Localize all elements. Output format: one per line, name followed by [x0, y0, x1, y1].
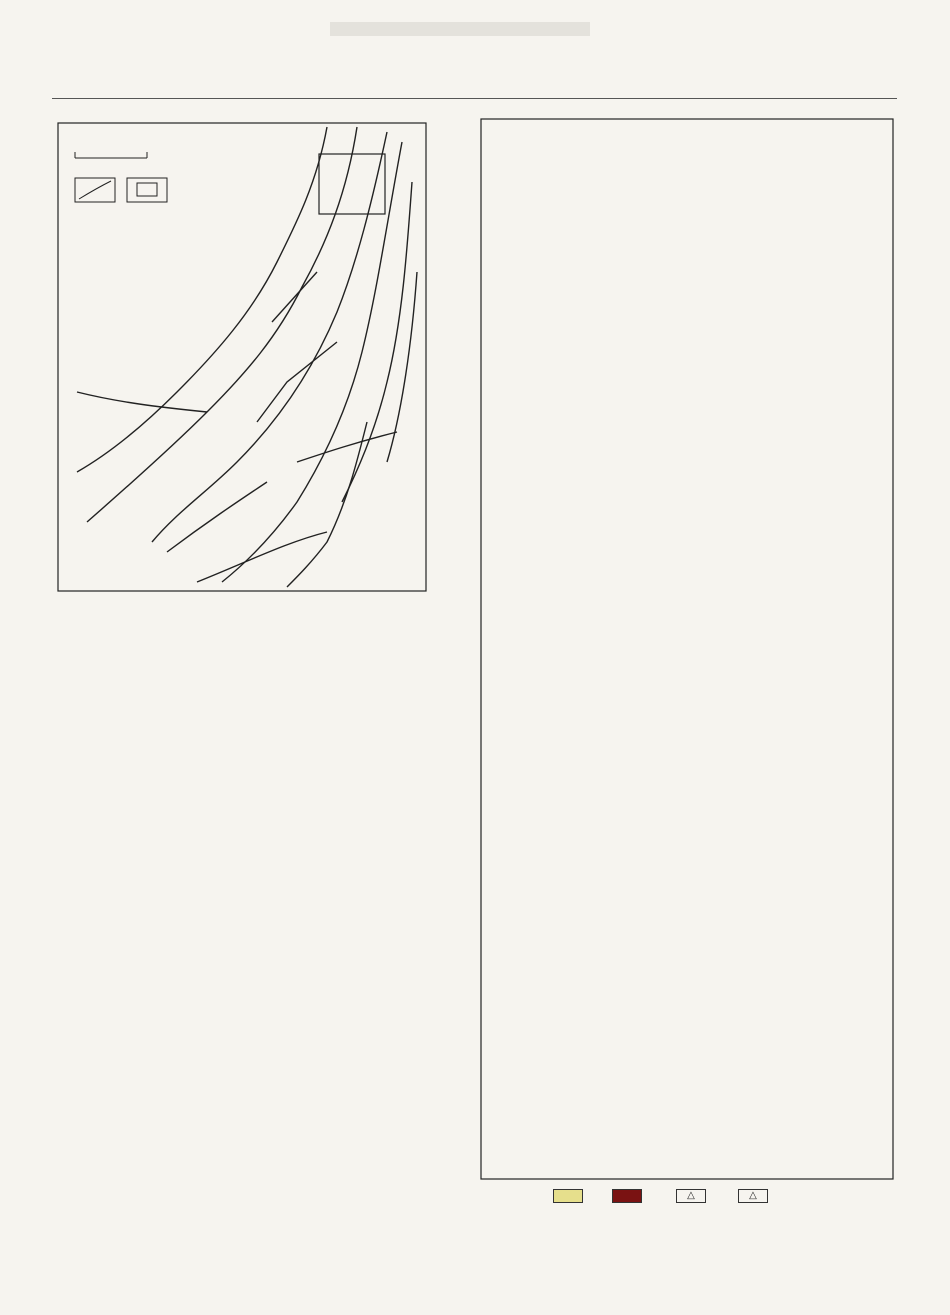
- legend-sandstone: [553, 1188, 587, 1203]
- figure1-map: [57, 122, 427, 592]
- figure2-column: [480, 118, 894, 1218]
- legend-oil: [612, 1188, 646, 1203]
- legend-oil-trace: △: [676, 1188, 710, 1203]
- page-header: [0, 70, 950, 100]
- legend-fluorescence: △: [738, 1188, 772, 1203]
- fault-lines: [77, 127, 417, 587]
- scan-smudge: [330, 22, 590, 36]
- header-rule: [52, 98, 897, 99]
